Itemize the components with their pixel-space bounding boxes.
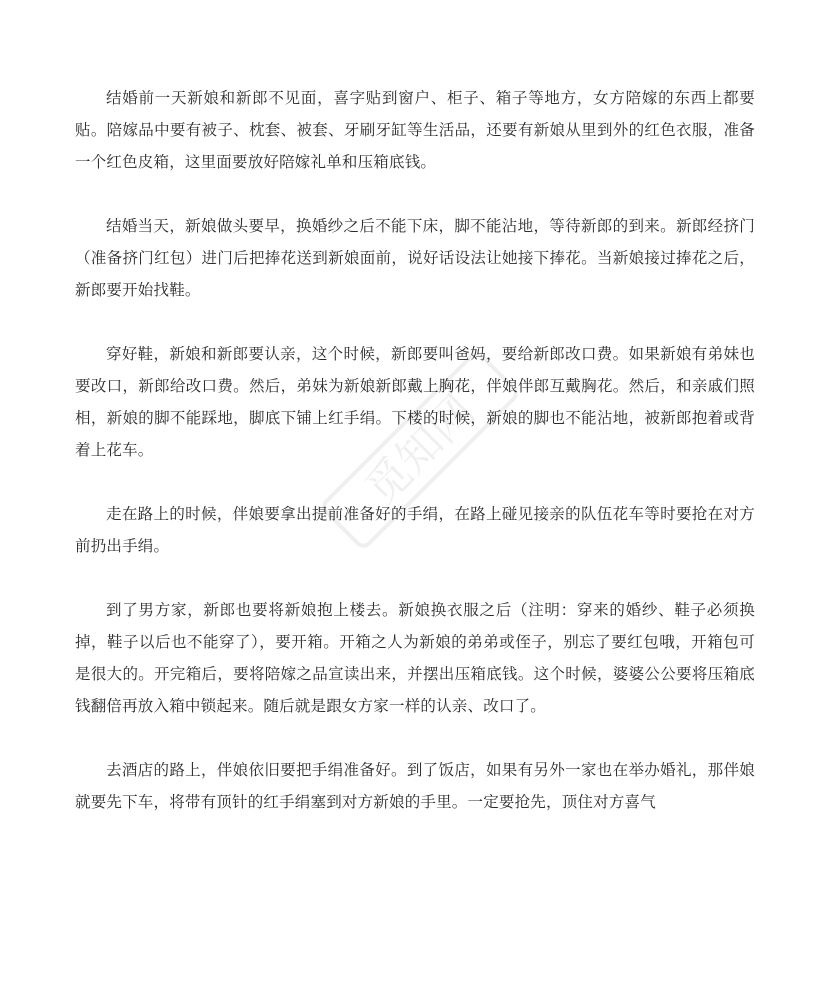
watermark-text: 觅知网 (355, 385, 486, 516)
paragraph-6: 去酒店的路上，伴娘依旧要把手绢准备好。到了饭店，如果有另外一家也在举办婚礼，那伴娘就要先下车，将带有顶针的红手绢塞到对方新娘的手里。一定要抢先，顶住对方喜气 (75, 761, 755, 811)
paragraph-4: 走在路上的时候，伴娘要拿出提前准备好的手绢，在路上碰见接亲的队伍花车等时要抢在对方前扔出手绢。 (75, 505, 755, 555)
paragraph-5: 到了男方家，新郎也要将新娘抱上楼去。新娘换衣服之后（注明：穿来的婚纱、鞋子必须换掉，鞋子以后也不能穿了），要开箱。开箱之人为新娘的弟弟或侄子，别忘了要红包哦，开箱包可是很大的。开完箱后，要将陪嫁之品宣读出来，并摆出压箱底钱。这个时候，婆婆公公要将压箱底钱翻倍再放入箱中锁起来。随后就是跟女方家一样的认亲、改口了。 (75, 601, 755, 715)
paragraph-2: 结婚当天，新娘做头要早，换婚纱之后不能下床，脚不能沾地，等待新郎的到来。新郎经挤门（准备挤门红包）进门后把捧花送到新娘面前，说好话设法让她接下捧花。当新娘接过捧花之后，新郎要开始找鞋。 (75, 217, 755, 299)
document-body (75, 82, 755, 850)
paragraph-3: 穿好鞋，新娘和新郎要认亲，这个时候，新郎要叫爸妈，要给新郎改口费。如果新娘有弟妹也要改口，新郎给改口费。然后，弟妹为新娘新郎戴上胸花，伴娘伴郎互戴胸花。然后，和亲戚们照相，新娘的脚不能踩地，脚底下铺上红手绢。下楼的时候，新娘的脚也不能沾地，被新郎抱着或背着上花车。 (75, 345, 755, 459)
paragraph-1: 结婚前一天新娘和新郎不见面，喜字贴到窗户、柜子、箱子等地方，女方陪嫁的东西上都要贴。陪嫁品中要有被子、枕套、被套、牙刷牙缸等生活品，还要有新娘从里到外的红色衣服，准备一个红色皮箱，这里面要放好陪嫁礼单和压箱底钱。 (75, 89, 755, 171)
